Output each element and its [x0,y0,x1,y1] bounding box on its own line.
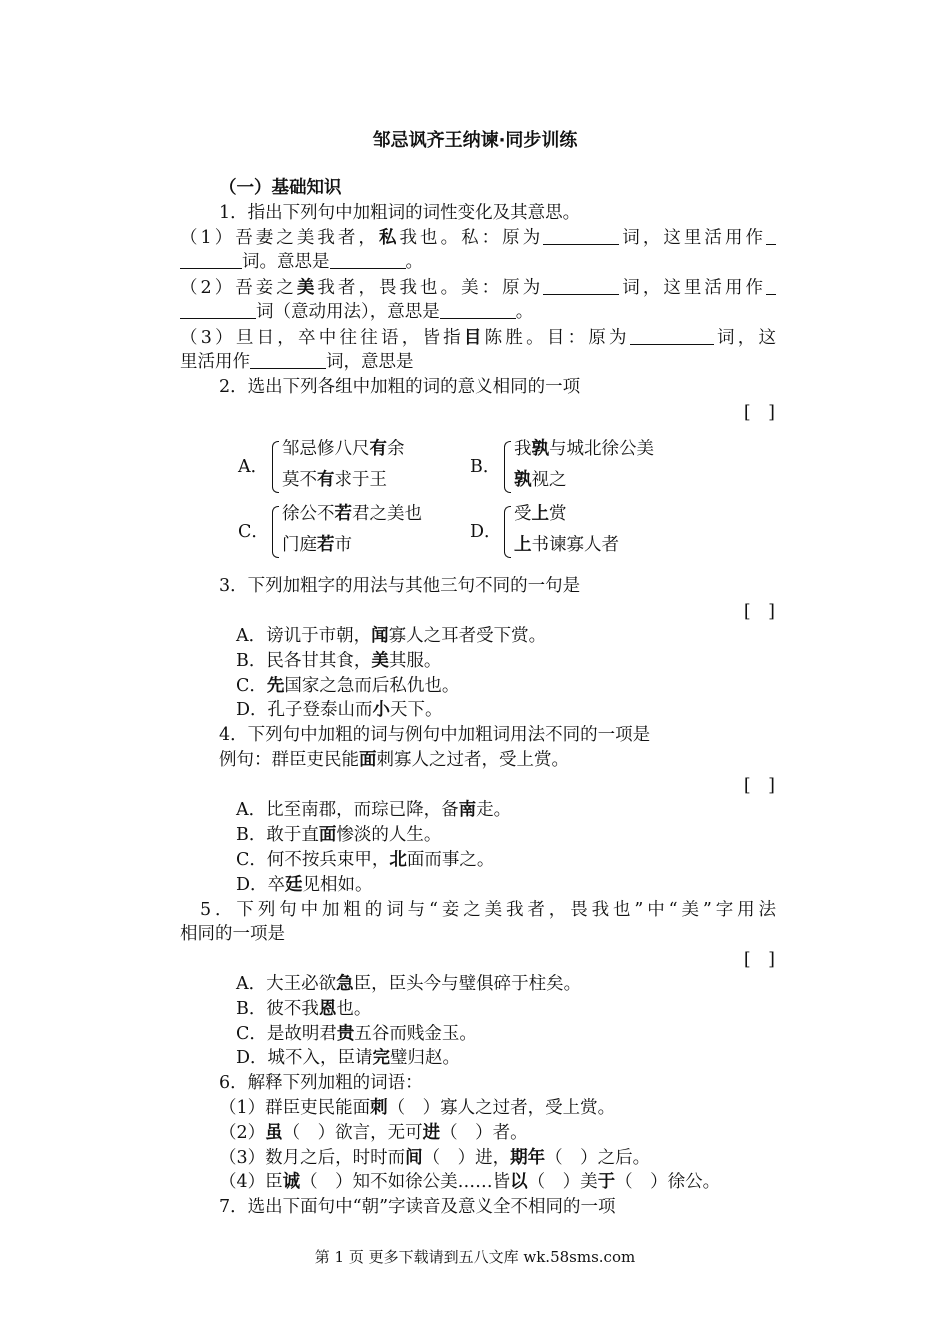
q1-s3-line2: 里活用作 词，意思是 [180,352,414,372]
q1-s2-line2: 词（意动用法），意思是 。 [180,300,533,324]
q2-option-c-line1: 徐公不若君之美也 [282,504,422,524]
bold-word: 恩 [318,999,337,1019]
q4-option-d[interactable]: D．卒廷见相如。 [236,875,373,895]
bold-word: 私 [378,228,400,248]
bold-word: 完 [372,1048,391,1068]
bold-word: 目 [463,328,485,348]
blank[interactable] [440,301,516,319]
q4-stem: 4．下列句中加粗的词与例句中加粗词用法不同的一项是 [219,725,651,745]
q6-line3: （3）数月之后，时时而间（ ）进，期年（ ）之后。 [219,1148,651,1168]
q3-option-b[interactable]: B．民各甘其食，美其服。 [236,651,442,671]
bold-word: 南 [458,800,477,820]
bold-word: 北 [389,850,407,870]
bold-word: 小 [372,700,391,720]
bold-word: 间 [405,1148,423,1168]
q7-stem: 7．选出下面句中“朝”字读音及意义全不相同的一项 [219,1197,616,1217]
answer-bracket[interactable]: [ ] [743,403,775,423]
q3-stem: 3．下列加粗字的用法与其他三句不同的一句是 [219,576,581,596]
q1-s2-line1: （2）吾妾之美我者，畏我也。美：原为 词，这里活用作 [180,276,776,300]
blank[interactable] [180,251,242,269]
q6-line1: （1）群臣吏民能面刺（ ）寡人之过者，受上赏。 [219,1098,616,1118]
bold-word: 孰 [531,439,549,459]
bold-word: 若 [317,535,335,555]
bold-word: 美 [296,278,318,298]
brace [272,506,279,558]
answer-bracket[interactable]: [ ] [743,602,775,622]
bold-word: 贵 [336,1024,355,1044]
page-footer: 第 1 页 更多下载请到五八文库 wk.58sms.com [314,1248,636,1266]
bold-word: 闻 [371,626,389,646]
q1-s1-line2: 词。意思是 。 [180,250,423,274]
bold-word: 先 [266,676,285,696]
bold-word: 诚 [282,1172,301,1192]
q2-option-c-line2: 门庭若市 [282,535,352,555]
answer-bracket[interactable]: [ ] [743,950,775,970]
bold-word: 廷 [285,875,303,895]
blank[interactable] [543,277,619,295]
q1-s3-line1: （3）旦日，卒中往往语，皆指目陈胜。目：原为 词，这 [180,328,776,348]
q3-option-c[interactable]: C．先国家之急而后私仇也。 [236,676,460,696]
q2-option-b-label[interactable]: B． [470,457,501,477]
bold-word: 上 [531,504,549,524]
bold-word: 有 [317,470,335,490]
q2-option-a-line2: 莫不有求于王 [282,470,387,490]
answer-bracket[interactable]: [ ] [743,776,775,796]
bold-word: 进 [422,1123,441,1143]
blank[interactable] [250,351,326,369]
blank[interactable] [766,227,776,245]
q4-option-a[interactable]: A．比至南郡，而琮已降，备南走。 [236,800,512,820]
blank[interactable] [180,301,256,319]
q4-option-b[interactable]: B．敢于直面惨淡的人生。 [236,825,442,845]
bold-word: 有 [369,439,387,459]
blank[interactable] [543,227,619,245]
q5-option-a[interactable]: A．大王必欲急臣，臣头今与璧俱碎于柱矣。 [236,974,582,994]
brace [504,441,511,493]
q2-option-b-line1: 我孰与城北徐公美 [514,439,654,459]
q5-option-d[interactable]: D．城不入，臣请完璧归赵。 [236,1048,461,1068]
q5-option-c[interactable]: C．是故明君贵五谷而贱金玉。 [236,1024,477,1044]
q2-option-d-line1: 受上赏 [514,504,567,524]
bold-word: 虽 [265,1123,283,1143]
brace [272,441,279,493]
q3-option-d[interactable]: D．孔子登泰山而小天下。 [236,700,443,720]
q2-option-a-line1: 邹忌修八尺有余 [282,439,405,459]
blank[interactable] [330,251,406,269]
bold-word: 面 [318,825,337,845]
q4-option-c[interactable]: C．何不按兵束甲，北面而事之。 [236,850,495,870]
bold-word: 美 [371,651,389,671]
bold-word: 上 [514,535,532,555]
bold-word: 若 [334,504,352,524]
q2-option-c-label[interactable]: C． [238,522,269,542]
q3-option-a[interactable]: A．谤讥于市朝，闻寡人之耳者受下赏。 [236,626,547,646]
bold-word: 急 [336,974,354,994]
bold-word: 刺 [370,1098,388,1118]
brace [504,506,511,558]
q1-stem: 1．指出下列句中加粗词的词性变化及其意思。 [219,203,581,223]
q2-stem: 2．选出下列各组中加粗的词的意义相同的一项 [219,377,581,397]
q2-option-a-label[interactable]: A． [238,457,269,477]
bold-word: 孰 [514,470,532,490]
q4-example: 例句：群臣吏民能面刺寡人之过者，受上赏。 [219,750,569,770]
bold-word: 面 [359,750,377,770]
q6-line2: （2）虽（ ）欲言，无可进（ ）者。 [219,1123,528,1143]
q5-option-b[interactable]: B．彼不我恩也。 [236,999,372,1019]
q1-s1-line1: （1）吾妻之美我者，私我也。私：原为 词，这里活用作 [180,226,776,250]
blank[interactable] [766,277,776,295]
bold-word: 于 [597,1172,616,1192]
q2-option-d-label[interactable]: D． [470,522,502,542]
q2-option-d-line2: 上书谏寡人者 [514,535,619,555]
bold-word: 以 [510,1172,528,1192]
q5-stem-line2: 相同的一项是 [180,924,285,944]
bold-word: 期年 [510,1148,546,1168]
page-title: 邹忌讽齐王纳谏·同步训练 [372,130,578,151]
q5-stem-line1: 5．下列句中加粗的词与“妾之美我者，畏我也”中“美”字用法 [200,900,776,920]
section-heading: （一）基础知识 [219,178,342,198]
q6-stem: 6．解释下列加粗的词语： [219,1073,423,1093]
q6-line4: （4）臣诚（ ）知不如徐公美……皆以（ ）美于（ ）徐公。 [219,1172,721,1192]
blank[interactable] [630,327,714,345]
q2-option-b-line2: 孰视之 [514,470,567,490]
